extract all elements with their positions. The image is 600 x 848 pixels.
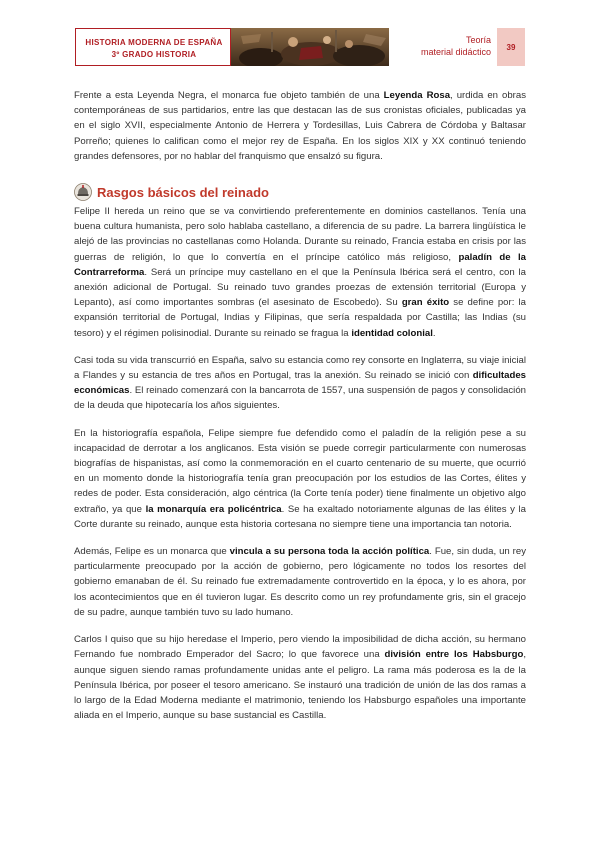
page-number: 39 [497,28,525,66]
paragraph-3 [74,426,526,532]
bold-term: la monarquía era policéntrica [145,503,282,515]
bold-term: identidad colonial [351,327,433,339]
text-run: En la historiografía española, Felipe siempre fue defendido como el paladín de la religión pese a su incapacidad de derrotar a los anglicanos. Esta visión se puede corregir particularmente con numerosas biografías de hispanistas, así como la conmemoración en el cuarto centenario de su muerte, que ocurrió en un momento donde la historiografía tenía gran preocupación por los estudios de las Cortes, élites y redes de poder. Esta consideración, algo céntrica (la Corte tenía poder) tiene finalmente un objetivo algo extraño, ya que [74,427,526,515]
text-run: , urdida en obras contemporáneas de sus partidarios, entre las que destacan las de sus cronistas oficiales, publicadas ya en el siglo XVII, especialmente Antonio de Herrera y Tordesillas, Luis Cabrera de Córdoba y Baltasar Porreño; quienes lo califican como el mejor rey de España. En los siglos XIX y XX continuó teniendo grandes defensores, por no hablar del franquismo que ensalzó su figura. [74,90,526,162]
paragraph-2 [74,353,526,414]
text-run: , aunque siguen siendo ramas profundamente unidas ante el peligro. La rama más poderosa es la de la Península Ibérica, por poseer el tesoro americano. Se instauró una tradición de unión de las dos ramas a lo largo de la Edad Moderna mediante el matrimonio, teniendo los Habsburgo españoles una importante aliada en el Imperio, aunque su base sustancial es Castilla. [74,649,527,722]
text-run: Carlos I quiso que su hijo heredase el Imperio, pero viendo la imposibilidad de dicha acción, su hermano Fernando fue nombrado Emperador del Sacro; lo que favorece una [74,634,526,661]
bold-term: Leyenda Rosa [383,90,451,101]
course-title-box [75,28,231,66]
header-painting [231,28,389,66]
text-run: Felipe II hereda un reino que se va convirtiendo preferentemente en dominios castellanos. Tenía una buena cultura humanista, pero solo hablaba castellano, a diferencia de su padre. La barrera lingüística le alejó de las provincias no castellanas como Holanda. Durante su reinado, Francia estaba en crisis por las guerras de religión, lo que lo convertía en el príncipe católico más religioso, [74,206,526,263]
bold-term: gran éxito [401,297,450,309]
section-title: Rasgos básicos del reinado [97,184,269,200]
material-label [421,34,491,58]
text-run: Además, Felipe es un monarca que [74,546,230,558]
paragraph-1 [74,204,526,341]
page-content [74,88,526,735]
bold-term: dificultades económicas [74,370,526,397]
page-header [75,28,525,68]
section-heading [74,182,526,202]
bold-term: división entre los Habsburgo [384,649,524,661]
text-run: Frente a esta Leyenda Negra, el monarca fue objeto también de una [74,90,384,101]
intro-paragraph [74,88,526,164]
text-run: . Fue, sin duda, un rey particularmente preocupado por la acción de gobierno, pero lógicamente no todos los resortes del gobierno emanaban de él. Su reinado fue extremadamente controvertido en la época, y lo es ahora, por los acontecimientos que en él tuvieron lugar. Es descrito como un rey profundamente gris, sin el gracejo de su padre, aunque también tuvo su lado humano. [74,546,526,618]
text-run: Casi toda su vida transcurrió en España, salvo su estancia como rey consorte en Inglaterra, su viaje inicial a Flandes y su estancia de tres años en Portugal, tras la anexión. Su reinado se inició con [74,354,526,382]
theory-label: Teoría [465,35,491,45]
didactic-label: material didáctico [420,47,491,57]
text-run: . El reinado comenzará con la bancarrota de 1557, una suspensión de pagos y consolidación de la deuda que hipotecaría los años siguientes. [74,385,526,412]
text-run: se define por: la expansión territorial de Portugal, Indias y Filipinas, que sería respaldada por Castilla; las Indias (su tesoro) y el régimen polisinodial. Durante su reinado se fragua la [74,297,526,339]
bold-term: paladín de la Contrarreforma [74,251,526,278]
text-run: . [432,327,436,339]
paragraph-4 [74,544,526,620]
course-subtitle: 3º GRADO HISTORIA [111,50,197,59]
paragraph-5 [74,632,526,723]
text-run: . Se ha exaltado notoriamente algunas de las élites y la Corte durante su reinado, aunque esta historia cortesana no siempre tiene una importancia tan notoria. [74,503,526,530]
course-title: HISTORIA MODERNA DE ESPAÑA [85,38,223,47]
text-run: . Será un príncipe muy castellano en el que la Península Ibérica será el centro, con la anexión adicional de Portugal. Su reinado tuvo grandes proezas de extensión territorial (Europa y Lepanto), así como importantes sombras (el asesinato de Escobedo). Su [74,266,526,309]
bold-term: vincula a su persona toda la acción política [229,546,430,558]
helmet-icon [74,183,92,201]
